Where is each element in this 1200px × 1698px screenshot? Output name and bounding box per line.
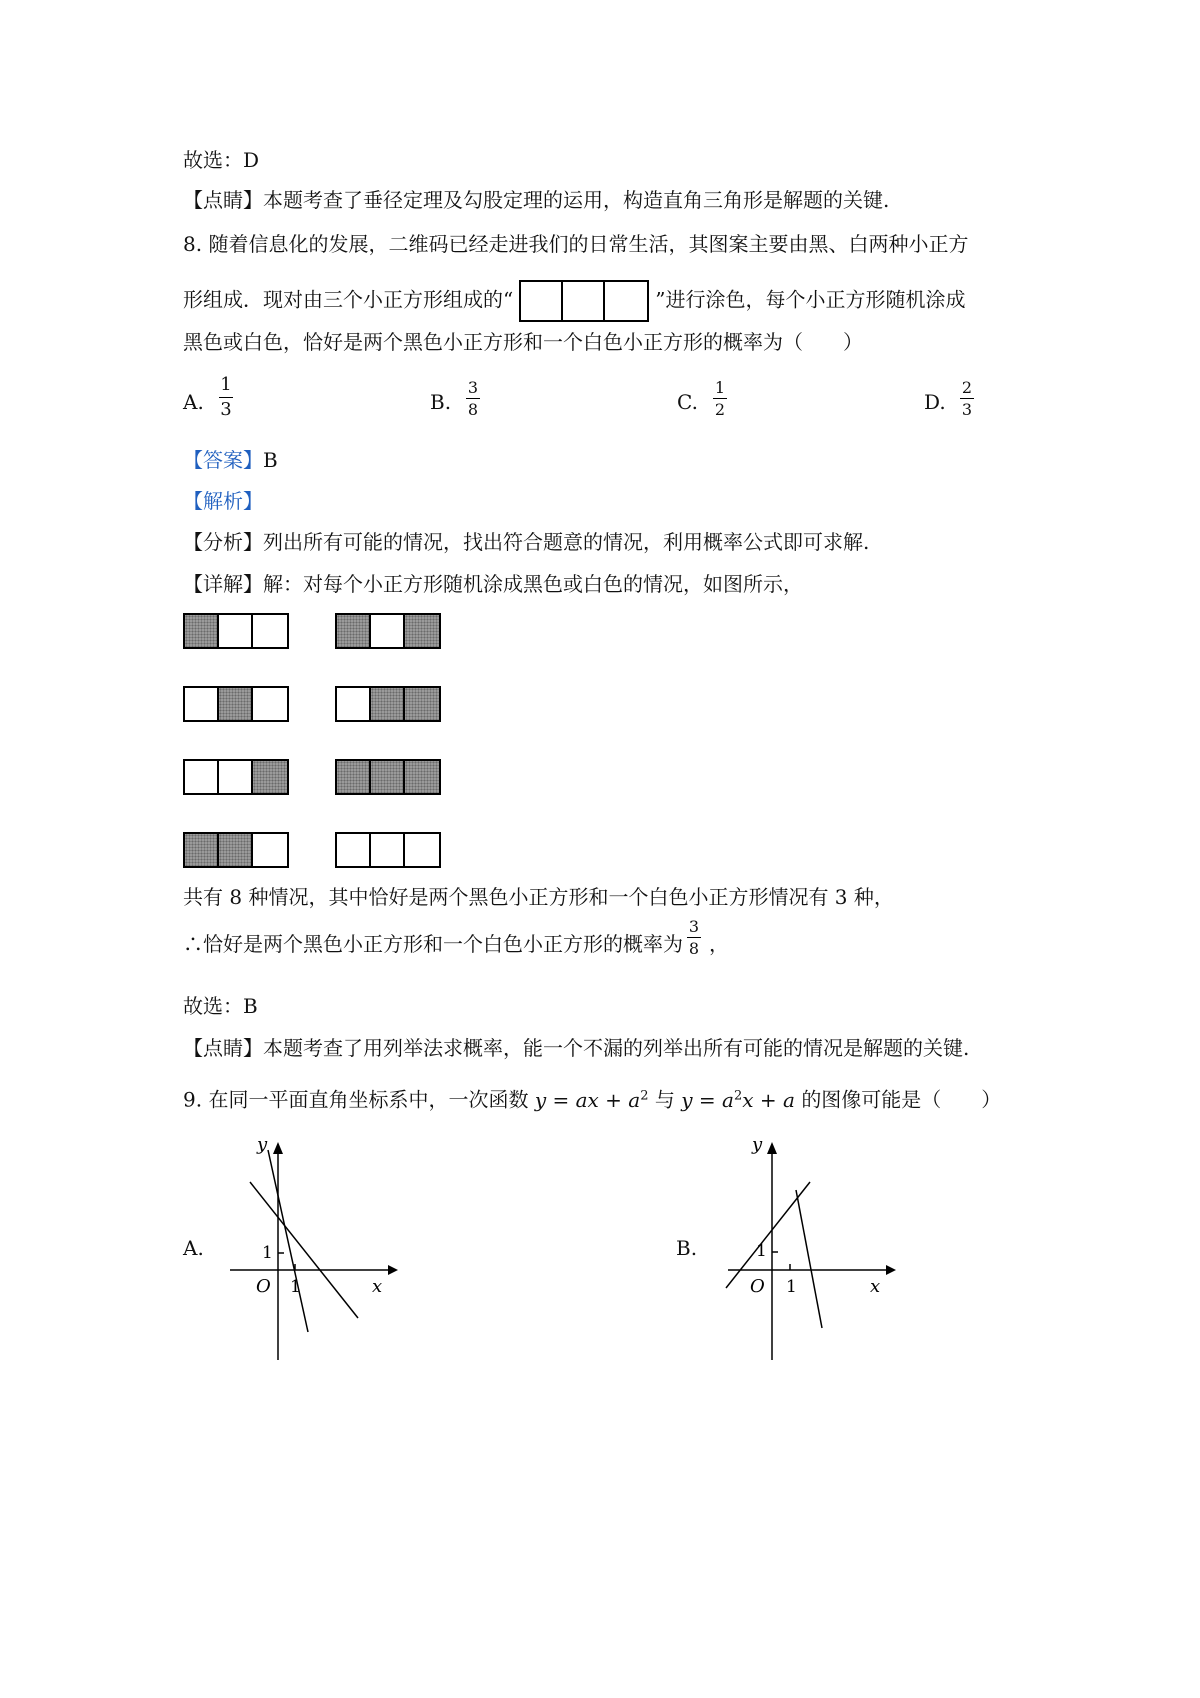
option-fraction	[466, 378, 480, 419]
x-label: x	[372, 1276, 383, 1297]
black-square	[253, 761, 287, 793]
white-square	[337, 688, 371, 720]
coloring-case	[335, 613, 441, 649]
y-tick-1: 1	[756, 1241, 767, 1261]
y-axis-arrow	[767, 1142, 777, 1154]
answer-line	[183, 446, 278, 474]
fraction-denominator: 3	[961, 400, 973, 419]
y-label: y	[257, 1140, 268, 1155]
black-square	[185, 834, 219, 866]
fenxi-line	[183, 528, 869, 556]
fraction-numerator: 1	[220, 374, 232, 395]
option-letter: A.	[183, 390, 204, 414]
comment-text: 本题考查了用列举法求概率，能一个不漏的列举出所有可能的情况是解题的关键.	[263, 1036, 970, 1060]
option-fraction	[219, 374, 233, 421]
black-square	[185, 615, 219, 647]
q8-line-3: 黑色或白色，恰好是两个黑色小正方形和一个白色小正方形的概率为（ ）	[183, 330, 863, 354]
q8-line-2	[183, 280, 965, 322]
q9-equation-2: $y = a^2x + a$	[681, 1087, 795, 1112]
black-square	[405, 615, 439, 647]
square	[521, 282, 563, 320]
xiangjie-tag: 【详解】	[183, 572, 263, 596]
x-axis-arrow	[388, 1265, 398, 1275]
x-label: x	[870, 1276, 881, 1297]
graph-b-letter: B.	[676, 1236, 698, 1260]
graph-a-letter: A.	[183, 1236, 204, 1260]
answer-value: B	[263, 448, 278, 472]
black-square	[405, 761, 439, 793]
black-square	[371, 688, 405, 720]
line-comment-1	[183, 186, 889, 214]
fraction-numerator: 1	[714, 378, 726, 397]
therefore-fraction	[687, 917, 701, 958]
therefore-text: ∴恰好是两个黑色小正方形和一个白色小正方形的概率为	[183, 932, 683, 956]
origin-label: O	[256, 1276, 271, 1297]
square	[605, 282, 647, 320]
black-square	[219, 688, 253, 720]
line-1	[268, 1150, 308, 1332]
q9-middle: 与	[654, 1087, 675, 1112]
xiangjie-text: 解：对每个小正方形随机涂成黑色或白色的情况，如图所示，	[263, 572, 803, 596]
fraction-denominator: 3	[220, 399, 232, 420]
white-square	[219, 761, 253, 793]
x-tick-1: 1	[786, 1277, 797, 1297]
line-choose-d: 故选：D	[183, 148, 260, 172]
black-square	[219, 834, 253, 866]
graph-a	[220, 1140, 400, 1365]
coloring-case	[183, 686, 289, 722]
answer-tag: 【答案】	[183, 448, 263, 472]
x-tick-1: 1	[290, 1277, 301, 1297]
q9-prefix: 9. 在同一平面直角坐标系中，一次函数	[183, 1087, 529, 1112]
white-square	[253, 834, 287, 866]
coloring-case	[335, 686, 441, 722]
black-square	[405, 688, 439, 720]
square	[563, 282, 605, 320]
white-square	[371, 615, 405, 647]
q9-suffix: 的图像可能是（ ）	[801, 1087, 1002, 1112]
q8-line-2-start: 形组成．现对由三个小正方形组成的“	[183, 287, 514, 312]
y-tick-1: 1	[262, 1243, 273, 1263]
q9-equation-1: y = ax + $a^2$	[534, 1087, 649, 1112]
white-square	[405, 834, 439, 866]
line-choose-b: 故选：B	[183, 994, 258, 1018]
graph-b	[718, 1140, 898, 1365]
fraction-denominator: 8	[688, 938, 700, 958]
coloring-case	[183, 613, 289, 649]
analysis-tag: 【解析】	[183, 489, 263, 513]
coloring-case	[335, 759, 441, 795]
fraction-denominator: 8	[467, 400, 479, 419]
fraction-denominator: 2	[714, 400, 726, 419]
fenxi-text: 列出所有可能的情况，找出符合题意的情况，利用概率公式即可求解.	[263, 530, 870, 554]
therefore-line	[183, 916, 729, 960]
xiangjie-line	[183, 570, 803, 598]
line-2	[796, 1190, 822, 1328]
x-axis-arrow	[886, 1265, 896, 1275]
q8-line-1: 8. 随着信息化的发展，二维码已经走进我们的日常生活，其图案主要由黑、白两种小正方	[183, 232, 969, 256]
white-square	[185, 688, 219, 720]
white-square	[371, 834, 405, 866]
coloring-case	[183, 759, 289, 795]
option-letter: D.	[924, 390, 946, 414]
y-axis-arrow	[273, 1142, 283, 1154]
therefore-tail: ，	[709, 932, 729, 956]
y-label: y	[752, 1140, 763, 1155]
q8-line-2-end: ”进行涂色，每个小正方形随机涂成	[655, 287, 966, 312]
comment-text: 本题考查了垂径定理及勾股定理的运用，构造直角三角形是解题的关键.	[263, 188, 890, 212]
option-letter: C.	[677, 390, 698, 414]
fraction-numerator: 3	[467, 378, 479, 397]
option-fraction	[960, 378, 974, 419]
comment-tag: 【点睛】	[183, 1036, 263, 1060]
black-square	[371, 761, 405, 793]
white-square	[253, 615, 287, 647]
fraction-numerator: 2	[961, 378, 973, 397]
coloring-case	[183, 832, 289, 868]
white-square	[253, 688, 287, 720]
fraction-numerator: 3	[688, 916, 700, 936]
option-letter: B.	[430, 390, 452, 414]
q9-line	[183, 1082, 1001, 1114]
fenxi-tag: 【分析】	[183, 530, 263, 554]
black-square	[337, 761, 371, 793]
white-square	[337, 834, 371, 866]
coloring-case	[335, 832, 441, 868]
black-square	[337, 615, 371, 647]
white-square	[219, 615, 253, 647]
line-comment-2	[183, 1034, 969, 1062]
origin-label: O	[750, 1276, 765, 1297]
comment-tag: 【点睛】	[183, 188, 263, 212]
white-square	[185, 761, 219, 793]
three-square-figure	[519, 280, 649, 322]
count-line: 共有 8 种情况，其中恰好是两个黑色小正方形和一个白色小正方形情况有 3 种，	[183, 885, 894, 909]
option-fraction	[713, 378, 727, 419]
